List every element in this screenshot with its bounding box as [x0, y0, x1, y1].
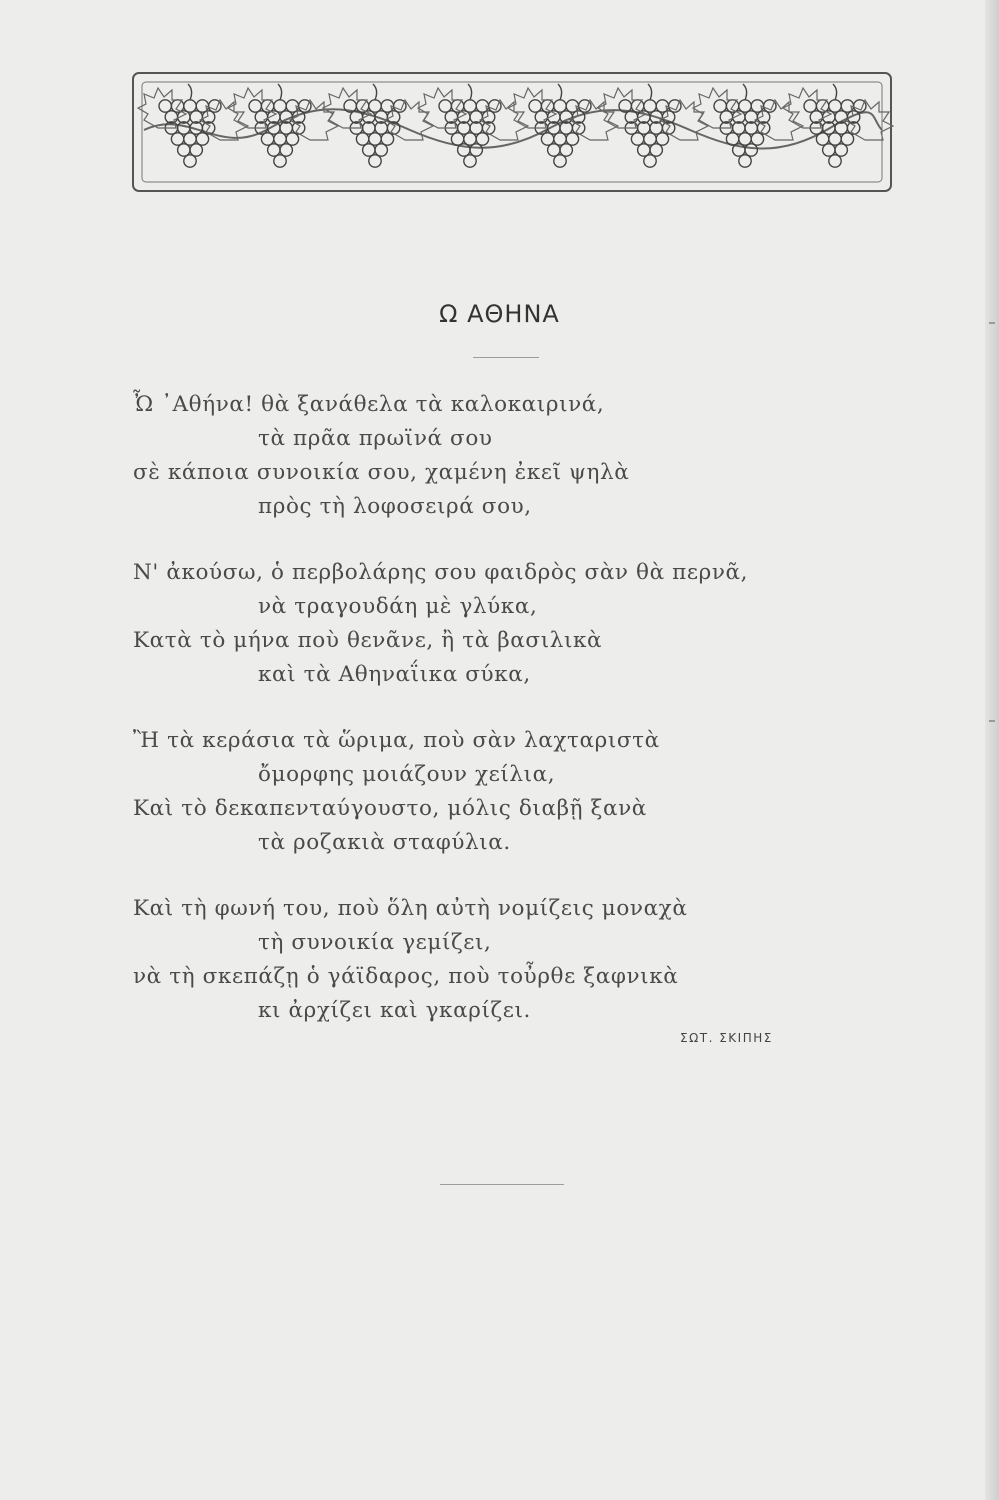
- verse-line: Κατὰ τὸ μήνα ποὺ θενᾶνε, ἢ τὰ βασιλικὰ: [133, 628, 603, 653]
- grape-berry: [286, 133, 298, 145]
- verse-line: κι ἀρχίζει καὶ γκαρίζει.: [258, 998, 531, 1023]
- grape-berry: [184, 155, 196, 167]
- verse-line: καὶ τὰ Αθηναΐικα σύκα,: [258, 662, 531, 687]
- grape-berry: [439, 100, 451, 112]
- grape-berry: [560, 144, 572, 156]
- grape-berry: [249, 100, 261, 112]
- grape-berry: [739, 133, 751, 145]
- grape-berry: [841, 133, 853, 145]
- grape-berry: [274, 100, 286, 112]
- grape-berry: [726, 133, 738, 145]
- grape-berry: [268, 144, 280, 156]
- vine-leaf: [228, 88, 276, 128]
- end-divider: [440, 1184, 564, 1185]
- author-signature: ΣΩΤ. ΣΚΙΠΗΣ: [680, 1031, 773, 1045]
- grape-berry: [529, 100, 541, 112]
- grape-berry: [631, 133, 643, 145]
- grape-berry: [381, 133, 393, 145]
- grape-berry: [804, 100, 816, 112]
- grape-berry: [464, 100, 476, 112]
- grape-berry: [369, 133, 381, 145]
- grape-berry: [190, 144, 202, 156]
- grape-berry: [476, 133, 488, 145]
- grape-berry: [548, 144, 560, 156]
- grape-vine-ornament: [130, 68, 895, 196]
- grape-berry: [184, 100, 196, 112]
- verse-line: Ὦ ᾽Αθήνα! θὰ ξανάθελα τὰ καλοκαιρινά,: [133, 392, 605, 417]
- grape-berry: [274, 133, 286, 145]
- verse-line: σὲ κάποια συνοικία σου, χαμένη ἐκεῖ ψηλὰ: [133, 460, 630, 485]
- grape-berry: [554, 155, 566, 167]
- verse-line: Καὶ τὸ δεκαπενταύγουστο, μόλις διαβῇ ξανὰ: [133, 796, 647, 821]
- vine-leaf: [783, 88, 831, 128]
- vine-leaf: [598, 88, 646, 128]
- grape-berry: [835, 144, 847, 156]
- title-divider: [473, 357, 539, 358]
- grape-berry: [356, 133, 368, 145]
- poem-body: [133, 388, 853, 1060]
- grape-stem: [278, 84, 282, 100]
- grape-stem: [468, 84, 472, 100]
- grape-berry: [171, 133, 183, 145]
- edge-mark: [989, 720, 995, 722]
- vine-leaf: [138, 88, 186, 128]
- stanza: [133, 892, 853, 1028]
- grape-stem: [558, 84, 562, 100]
- grape-berry: [464, 155, 476, 167]
- grape-berry: [829, 133, 841, 145]
- verse-line: νὰ τραγουδάη μὲ γλύκα,: [258, 594, 538, 619]
- verse-line: Ν' ἀκούσω, ὁ περβολάρης σου φαιδρὸς σὰν θὰ περνᾶ,: [133, 560, 749, 585]
- grape-berry: [751, 133, 763, 145]
- grape-berry: [554, 100, 566, 112]
- stanza: [133, 388, 853, 524]
- verse-line: Καὶ τὴ φωνή του, ποὺ ὅλη αὐτὴ νομίζεις μοναχὰ: [133, 896, 688, 921]
- grape-berry: [823, 144, 835, 156]
- stanza: [133, 724, 853, 860]
- grape-berry: [816, 133, 828, 145]
- grape-berry: [745, 144, 757, 156]
- grape-berry: [644, 100, 656, 112]
- grape-berry: [714, 100, 726, 112]
- grape-berry: [464, 133, 476, 145]
- grape-berry: [656, 133, 668, 145]
- grape-berry: [280, 144, 292, 156]
- grape-stem: [648, 84, 652, 100]
- verse-line: Ἢ τὰ κεράσια τὰ ὥριμα, ποὺ σὰν λαχταριστὰ: [133, 728, 660, 753]
- grape-berry: [638, 144, 650, 156]
- grape-berry: [184, 133, 196, 145]
- grape-berry: [829, 155, 841, 167]
- vine-leaf: [508, 88, 556, 128]
- grape-berry: [363, 144, 375, 156]
- grape-berry: [739, 100, 751, 112]
- grape-stem: [743, 84, 747, 100]
- grape-berry: [196, 133, 208, 145]
- grape-berry: [178, 144, 190, 156]
- grape-stem: [833, 84, 837, 100]
- verse-line: ὄμορφης μοιάζουν χείλια,: [258, 762, 556, 787]
- grape-berry: [375, 144, 387, 156]
- poem-title: Ω ΑΘΗΝΑ: [439, 300, 560, 328]
- page-edge: [985, 0, 999, 1500]
- grape-berry: [554, 133, 566, 145]
- verse-line: τὰ ροζακιὰ σταφύλια.: [258, 830, 511, 855]
- grape-berry: [566, 133, 578, 145]
- stanza: [133, 556, 853, 692]
- grape-berry: [470, 144, 482, 156]
- grape-stem: [373, 84, 377, 100]
- grape-berry: [541, 133, 553, 145]
- grape-berry: [644, 133, 656, 145]
- verse-line: νὰ τὴ σκεπάζῃ ὁ γάϊδαρος, ποὺ τοὖρθε ξαφνικὰ: [133, 964, 679, 989]
- grape-stem: [188, 84, 192, 100]
- grape-berry: [159, 100, 171, 112]
- grape-berry: [369, 155, 381, 167]
- grape-berry: [739, 155, 751, 167]
- grape-berry: [644, 155, 656, 167]
- verse-line: τὰ πρᾶα πρωϊνά σου: [258, 426, 493, 451]
- grape-berry: [274, 155, 286, 167]
- grape-berry: [369, 100, 381, 112]
- grape-berry: [451, 133, 463, 145]
- verse-line: τὴ συνοικία γεμίζει,: [258, 930, 492, 955]
- grape-berry: [261, 133, 273, 145]
- grape-berry: [829, 100, 841, 112]
- verse-line: πρὸς τὴ λοφοσειρά σου,: [258, 494, 532, 519]
- grape-berry: [650, 144, 662, 156]
